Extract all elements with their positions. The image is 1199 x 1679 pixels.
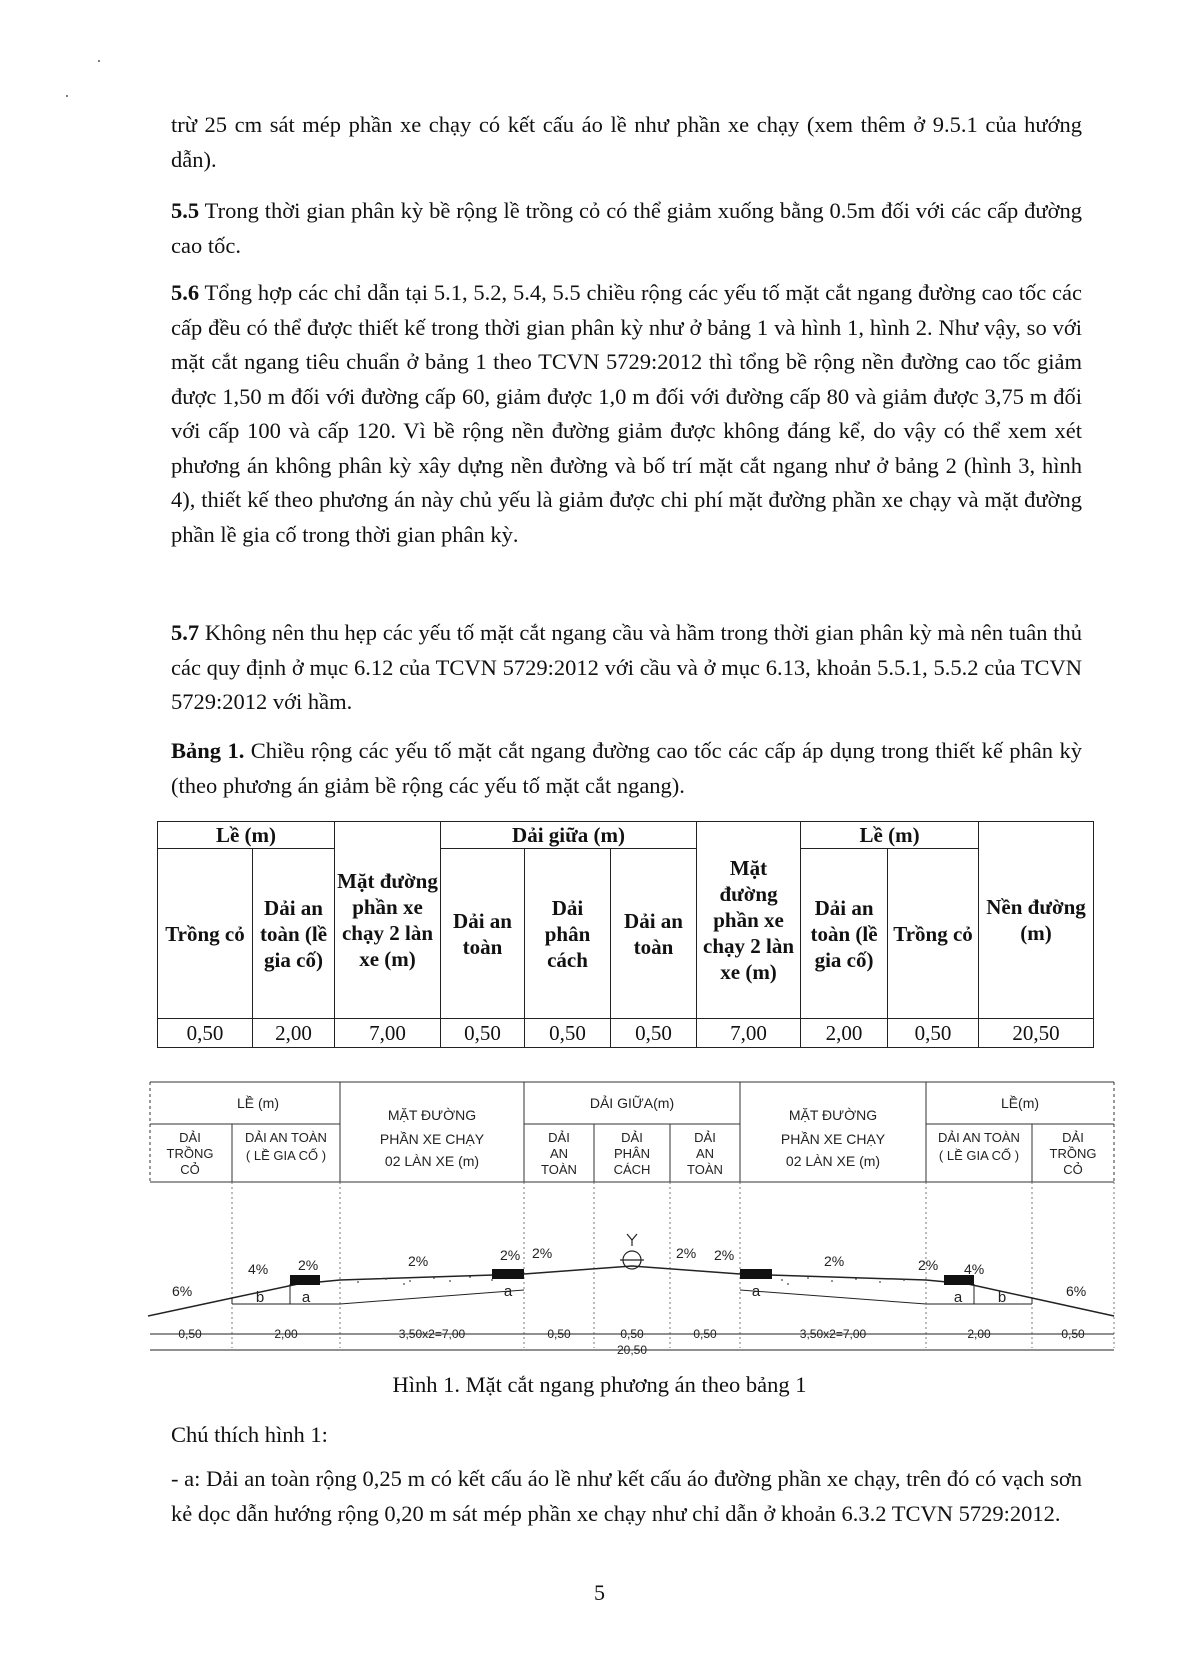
fig-dai-an-toan-le-right-1: DẢI AN TOÀN xyxy=(938,1130,1020,1145)
label-a-right: a xyxy=(953,1289,963,1306)
label-b-right: b xyxy=(997,1289,1007,1306)
slope-label-2-median-left: 2% xyxy=(532,1245,553,1261)
note-a-text: - a: Dải an toàn rộng 0,25 m có kết cấu áo lề như kết cấu áo đường phần xe chạy, trên đó có vạch sơn kẻ dọc dẫn hướng rộng 0,20 m sát mép phần xe chạy như chỉ dẫn ở khoản 6.3.2 TCVN 5729:2012. xyxy=(171,1466,1082,1526)
cross-section-drawing xyxy=(148,1078,1118,1358)
notes-title xyxy=(171,1418,1082,1453)
table-row xyxy=(158,1019,1094,1048)
fig-mat-duong-right-3: 02 LÀN XE (m) xyxy=(785,1153,881,1169)
label-a-median-left: a xyxy=(503,1283,513,1300)
dim-050-5: 0,50 xyxy=(1061,1327,1085,1341)
fig-dai-an-toan-2c: TOÀN xyxy=(687,1162,723,1177)
figure-caption: Hình 1. Mặt cắt ngang phương án theo bảng 1 xyxy=(392,1372,807,1397)
header-dai-an-toan-2: Dải an toàn xyxy=(611,849,697,1019)
fig-dai-phan-cach-2: PHÂN xyxy=(613,1146,651,1161)
table-cell: 0,50 xyxy=(441,1019,525,1048)
label-a-left: a xyxy=(301,1289,311,1306)
table-cell: 2,00 xyxy=(253,1019,335,1048)
table-cell: 2,00 xyxy=(801,1019,888,1048)
fig-mat-duong-right-1: MẶT ĐƯỜNG xyxy=(788,1107,878,1123)
dim-700-right: 3,50x2=7,00 xyxy=(799,1327,867,1341)
fig-mat-duong-left-3: 02 LÀN XE (m) xyxy=(384,1153,480,1169)
header-le-right: Lề (m) xyxy=(801,822,979,849)
paragraph-5-5 xyxy=(171,194,1082,263)
dim-050-2: 0,50 xyxy=(547,1327,571,1341)
slope-label-4-left: 4% xyxy=(248,1261,269,1277)
table-number: Bảng 1. xyxy=(171,738,245,763)
fig-mat-duong-left-1: MẶT ĐƯỜNG xyxy=(387,1107,477,1123)
table-title-text: Chiều rộng các yếu tố mặt cắt ngang đường cao tốc các cấp áp dụng trong thiết kế phân kỳ (theo phương án giảm bề rộng các yếu tố mặt cắt ngang). xyxy=(171,738,1082,798)
fig-dai-an-toan-1b: AN xyxy=(549,1146,569,1161)
fig-dai-giua: DẢI GIỮA(m) xyxy=(589,1095,675,1111)
table-cell: 0,50 xyxy=(611,1019,697,1048)
header-le-left: Lề (m) xyxy=(158,822,335,849)
header-mat-duong-right: Mặt đường phần xe chạy 2 làn xe (m) xyxy=(697,822,801,1019)
header-dai-an-toan-le-right: Dải an toàn (lề gia cố) xyxy=(801,849,888,1019)
slope-label-2-left: 2% xyxy=(298,1257,319,1273)
dim-050-3: 0,50 xyxy=(620,1327,644,1341)
header-dai-phan-cach: Dải phân cách xyxy=(525,849,611,1019)
dim-700-left: 3,50x2=7,00 xyxy=(398,1327,466,1341)
slope-label-2-lane-left: 2% xyxy=(408,1253,429,1269)
header-dai-giua: Dải giữa (m) xyxy=(441,822,697,849)
dim-050-4: 0,50 xyxy=(693,1327,717,1341)
fig-le-right: LỀ(m) xyxy=(1000,1095,1040,1111)
clause-number: 5.5 xyxy=(171,198,200,223)
paragraph-text: Trong thời gian phân kỳ bề rộng lề trồng cỏ có thể giảm xuống bằng 0.5m đối với các cấp đường cao tốc. xyxy=(171,198,1082,258)
label-a-median-right: a xyxy=(751,1283,761,1300)
fig-dai-an-toan-2b: AN xyxy=(695,1146,715,1161)
fig-mat-duong-left-2: PHẦN XE CHẠY xyxy=(379,1131,485,1147)
slope-label-6-left: 6% xyxy=(172,1283,193,1299)
fig-mat-duong-right-2: PHẦN XE CHẠY xyxy=(780,1131,886,1147)
dim-200-right: 2,00 xyxy=(967,1327,991,1341)
paragraph-text: Không nên thu hẹp các yếu tố mặt cắt ngang cầu và hầm trong thời gian phân kỳ mà nên tuân thủ các quy định ở mục 6.12 của TCVN 5729:2012 với cầu và ở mục 6.13, khoản 5.5.1, 5.5.2 của TCVN 5729:2012 với hầm. xyxy=(171,620,1082,714)
paragraph-5-6 xyxy=(171,276,1082,552)
header-nen-duong: Nền đường (m) xyxy=(979,822,1094,1019)
fig-trong-co-right-2: TRỒNG xyxy=(1049,1146,1097,1161)
slope-label-2-lane-right: 2% xyxy=(824,1253,845,1269)
table-cell: 0,50 xyxy=(158,1019,253,1048)
paragraph-continuation xyxy=(171,108,1082,177)
fig-dai-an-toan-1a: DẢI xyxy=(548,1130,570,1145)
table-cell: 0,50 xyxy=(888,1019,979,1048)
fig-dai-an-toan-le-left-2: ( LỀ GIA CỐ ) xyxy=(245,1148,327,1163)
fig-dai-phan-cach-1: DẢI xyxy=(621,1130,643,1145)
cross-section-table xyxy=(157,821,1094,1048)
median-symbol xyxy=(620,1234,644,1269)
header-dai-an-toan-1: Dải an toàn xyxy=(441,849,525,1019)
dim-total: 20,50 xyxy=(616,1343,648,1357)
notes-title-text: Chú thích hình 1: xyxy=(171,1422,328,1447)
clause-number: 5.7 xyxy=(171,620,200,645)
label-b-left: b xyxy=(255,1289,265,1306)
scan-speck xyxy=(66,95,68,97)
paragraph-5-7 xyxy=(171,616,1082,720)
fig-le-left: LỀ (m) xyxy=(237,1095,279,1111)
slope-label-6-right: 6% xyxy=(1066,1283,1087,1299)
fig-dai-an-toan-1c: TOÀN xyxy=(541,1162,577,1177)
scan-speck xyxy=(98,60,100,62)
table-title xyxy=(171,734,1082,803)
table-header-row-1 xyxy=(158,822,1094,849)
slope-label-2-safety-left: 2% xyxy=(500,1247,521,1263)
fig-trong-co-left-1: DẢI xyxy=(179,1130,201,1145)
table-cell: 7,00 xyxy=(335,1019,441,1048)
fig-dai-an-toan-2a: DẢI xyxy=(694,1130,716,1145)
dim-050-1: 0,50 xyxy=(178,1327,202,1341)
slope-label-4-right: 4% xyxy=(964,1261,985,1277)
dim-200-left: 2,00 xyxy=(274,1327,298,1341)
fig-trong-co-right-3: CỎ xyxy=(1063,1162,1083,1177)
fig-dai-an-toan-le-left-1: DẢI AN TOÀN xyxy=(245,1130,327,1145)
table-cell: 20,50 xyxy=(979,1019,1094,1048)
paragraph-text: Tổng hợp các chỉ dẫn tại 5.1, 5.2, 5.4, 5.5 chiều rộng các yếu tố mặt cắt ngang đường cao tốc các cấp đều có thể được thiết kế trong thời gian phân kỳ như ở bảng 1 và hình 1, hình 2. Như vậy, so với mặt cắt ngang tiêu chuẩn ở bảng 1 theo TCVN 5729:2012 thì tổng bề rộng nền đường cao tốc giảm được 1,50 m đối với đường cấp 60, giảm được 1,0 m đối với đường cấp 80 và giảm được 3,75 m đối với cấp 100 và cấp 120. Vì bề rộng nền đường giảm được không đáng kể, do vậy có thể xem xét phương án không phân kỳ xây dựng nền đường và bố trí mặt cắt ngang như ở bảng 2 (hình 3, hình 4), thiết kế theo phương án này chủ yếu là giảm được chi phí mặt đường phần xe chạy và mặt đường phần lề gia cố trong thời gian phân kỳ. xyxy=(171,280,1082,547)
note-a xyxy=(171,1462,1082,1531)
edge-strips xyxy=(290,1269,974,1285)
header-trong-co-left: Trồng cỏ xyxy=(158,849,253,1019)
table-cell: 0,50 xyxy=(525,1019,611,1048)
fig-dai-phan-cach-3: CÁCH xyxy=(613,1162,651,1177)
paragraph-text: trừ 25 cm sát mép phần xe chạy có kết cấu áo lề như phần xe chạy (xem thêm ở 9.5.1 của hướng dẫn). xyxy=(171,112,1082,172)
slope-label-2-median-right: 2% xyxy=(676,1245,697,1261)
table-header-row-2 xyxy=(158,849,1094,1019)
page-number: 5 xyxy=(594,1580,605,1605)
fig-trong-co-left-2: TRỒNG xyxy=(166,1146,214,1161)
fig-trong-co-right-1: DẢI xyxy=(1062,1130,1084,1145)
slope-label-2-safety-right: 2% xyxy=(714,1247,735,1263)
header-dai-an-toan-le-left: Dải an toàn (lề gia cố) xyxy=(253,849,335,1019)
slope-label-2-right: 2% xyxy=(918,1257,939,1273)
fig-trong-co-left-3: CỎ xyxy=(180,1162,200,1177)
clause-number: 5.6 xyxy=(171,280,200,305)
header-mat-duong-left: Mặt đường phần xe chạy 2 làn xe (m) xyxy=(335,822,441,1019)
table-cell: 7,00 xyxy=(697,1019,801,1048)
header-trong-co-right: Trồng cỏ xyxy=(888,849,979,1019)
fig-dai-an-toan-le-right-2: ( LỀ GIA CỐ ) xyxy=(938,1148,1020,1163)
